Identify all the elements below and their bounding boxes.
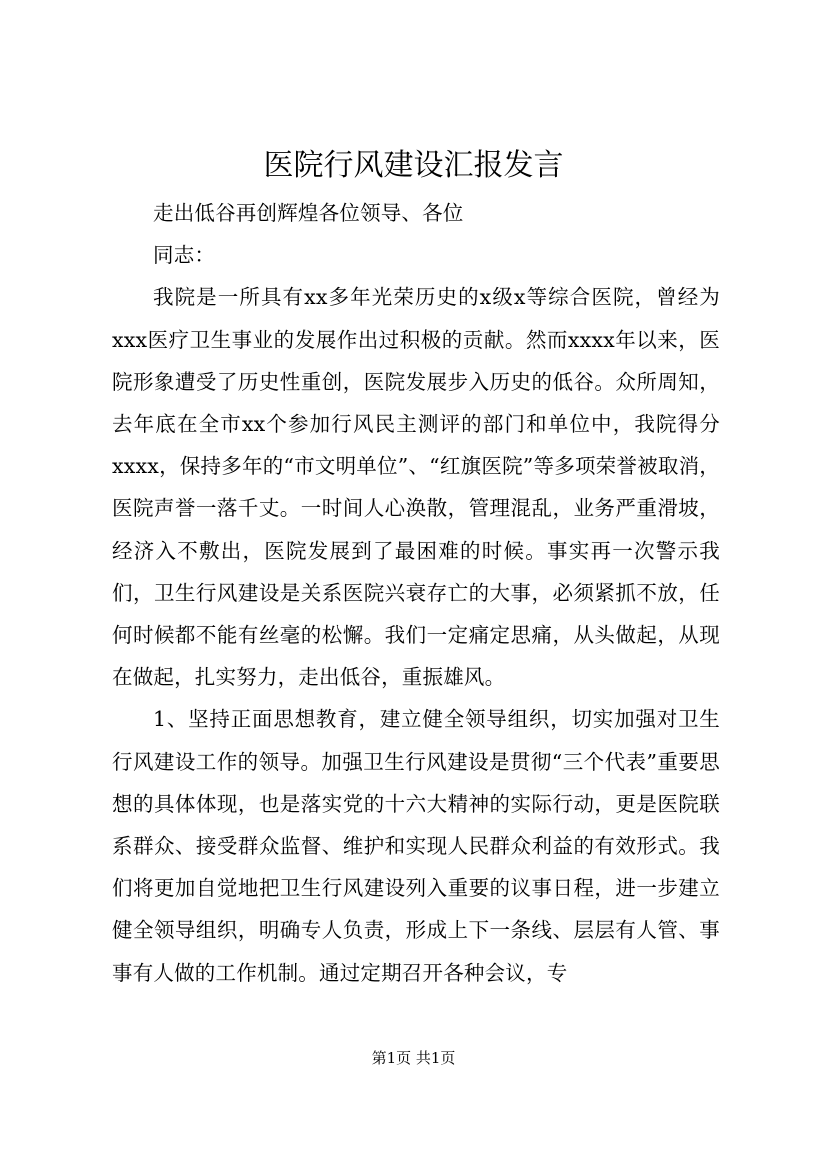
paragraph-introduction: 我院是一所具有xx多年光荣历史的x级x等综合医院，曾经为xxx医疗卫生事业的发展作出过积极的贡献。然而xxxx年以来，医院形象遭受了历史性重创，医院发展步入历史的低谷。众所周知，去年底在全市xx个参加行风民主测评的部门和单位中，我院得分xxxx，保持多年的“市文明单位”、“红旗医院”等多项荣誉被取消，医院声誉一落千丈。一时间人心涣散，管理混乱，业务严重滑坡，经济入不敷出，医院发展到了最困难的时候。事实再一次警示我们，卫生行风建设是关系医院兴衰存亡的大事，必须紧抓不放，任何时候都不能有丝毫的松懈。我们一定痛定思痛，从头做起，从现在做起，扎实努力，走出低谷，重振雄风。 [112, 285, 720, 690]
document-title: 医院行风建设汇报发言 [263, 148, 564, 183]
paragraph-salutation: 同志： [153, 243, 216, 268]
document-body [112, 192, 720, 994]
paragraph-heading-line: 走出低谷再创辉煌各位领导、各位 [153, 201, 464, 225]
paragraph-point-1: 1、坚持正面思想教育，建立健全领导组织，切实加强对卫生行风建设工作的领导。加强卫生行风建设是贯彻“三个代表”重要思想的具体体现，也是落实党的十六大精神的实际行动，更是医院联系群众、接受群众监督、维护和实现人民群众利益的有效形式。我们将更加自觉地把卫生行风建设列入重要的议事日程，进一步建立健全领导组织，明确专人负责，形成上下一条线、层层有人管、事事有人做的工作机制。通过定期召开各种会议，专 [112, 707, 720, 985]
page-footer: 第1页 共1页 [371, 1049, 456, 1067]
